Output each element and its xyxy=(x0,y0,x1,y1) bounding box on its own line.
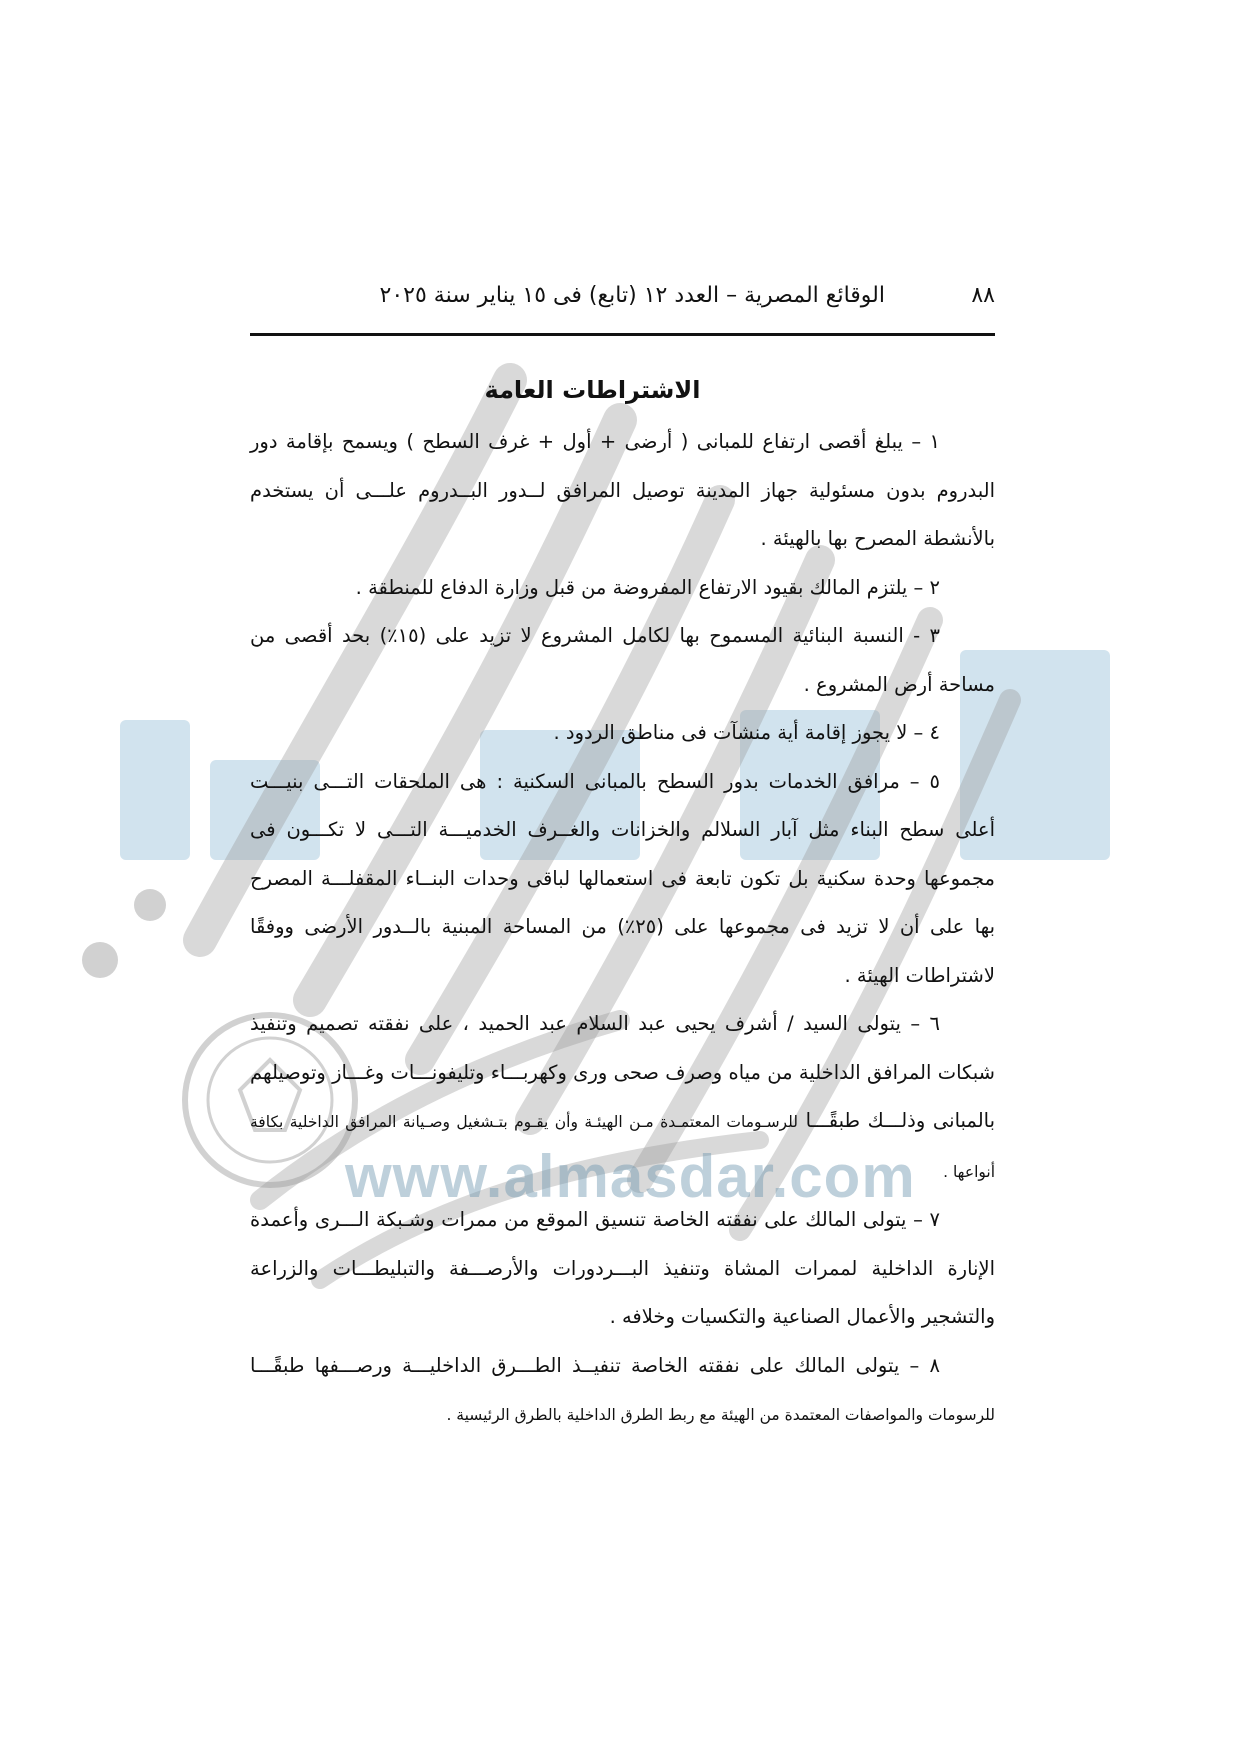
clause-7: ٧ – يتولى المالك على نفقته الخاصة تنسيق الموقع من ممرات وشـبكة الـــرى وأعمدة الإنارة الداخلية لممرات المشاة وتنفيذ البـــردورات والأرصـــفة والتبليطـــات والزراعة والتشجير والأعمال الصناعية والتكسيات وخلافه . xyxy=(250,1208,995,1328)
section-title: الاشتراطات العامة xyxy=(484,376,701,404)
clause-8-main: ٨ – يتولى المالك على نفقته الخاصة تنفيــذ الطـــرق الداخليـــة ورصـــفها طبقًـــا xyxy=(250,1353,940,1377)
watermark-url: www.almasdar.com xyxy=(345,1143,916,1210)
clause-1: ١ – يبلغ أقصى ارتفاع للمبانى ( أرضى + أول + غرف السطح ) ويسمح بإقامة دور البدروم بدون مسئولية جهاز المدينة توصيل المرافق لــدور البــدروم علـــى أن يستخدم بالأنشطة المصرح بها بالهيئة . xyxy=(250,430,995,550)
document-body xyxy=(250,370,995,1440)
clause-4: ٤ – لا يجوز إقامة أية منشآت فى مناطق الردود . xyxy=(553,721,940,744)
clause-5: ٥ – مرافق الخدمات بدور السطح بالمبانى السكنية : هى الملحقات التـــى بنيـــت أعلى سطح البناء مثل آبار السلالم والخزانات والغــرف الخدميـــة التـــى لا تكـــون فى مجموعها وحدة سكنية بل تكون تابعة فى استعمالها لباقى وحدات البنــاء المقفلـــة المصرح بها على أن لا تزيد فى مجموعها على (٢٥٪) من المساحة المبنية بالــدور الأرضى ووفقًا لاشتراطات الهيئة . xyxy=(250,769,996,987)
clause-6 xyxy=(250,1000,995,1196)
page-header xyxy=(250,283,995,323)
clause-3: ٣ - النسبة البنائية المسموح بها لكامل المشروع لا تزيد على (١٥٪) بحد أقصى من مساحة أرض المشروع . xyxy=(250,624,995,696)
clause-6-main: ٦ – يتولى السيد / أشرف يحيى عبد السلام عبد الحميد ، على نفقته تصميم وتنفيذ شبكات المرافق الداخلية من مياه وصرف صحى ورى وكهربـــاء وتليفونـــات وغـــاز وتوصيلهم بالمبانى وذلـــك طبقًـــا xyxy=(250,1012,996,1132)
clause-8-small: للرسومات والمواصفات المعتمدة من الهيئة مع ربط الطرق الداخلية بالطرق الرئيسية . xyxy=(446,1406,995,1424)
running-title: الوقائع المصرية – العدد ١٢ (تابع) فى ١٥ يناير سنة ٢٠٢٥ xyxy=(379,283,885,308)
page-number: ٨٨ xyxy=(971,283,995,308)
clause-6-small: للرسـومات المعتمـدة مـن الهيئـة وأن يقـوم بتـشغيل وصـيانة المرافق الداخلية بكافة أنواعها . xyxy=(250,1113,995,1181)
clause-8 xyxy=(250,1342,995,1440)
clause-2: ٢ – يلتزم المالك بقيود الارتفاع المفروضة من قبل وزارة الدفاع للمنطقة . xyxy=(355,575,940,599)
header-divider xyxy=(250,333,995,336)
